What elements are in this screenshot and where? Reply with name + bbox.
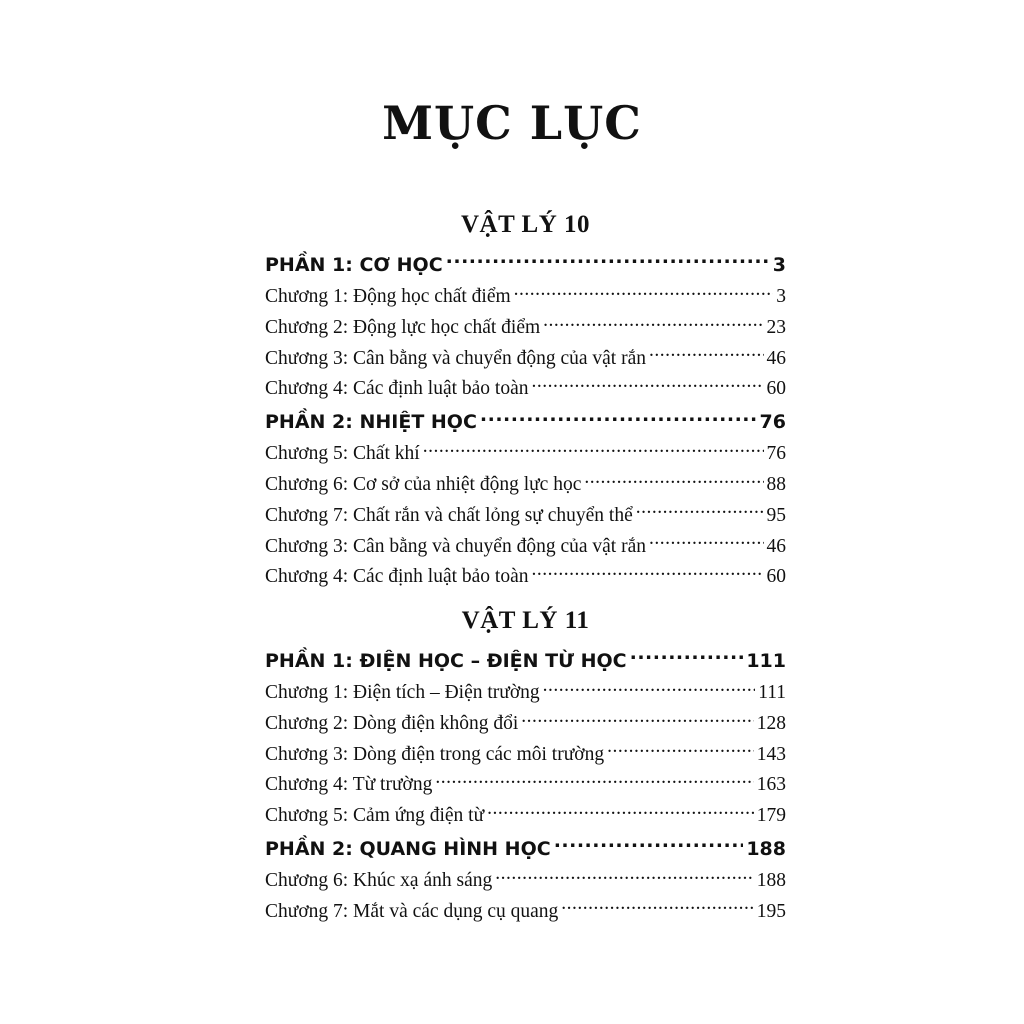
entry-page-number: 76	[759, 411, 786, 434]
entry-label: Chương 4: Các định luật bảo toàn	[265, 566, 529, 588]
entry-page-number: 76	[766, 443, 786, 465]
entry-page-number: 188	[746, 837, 786, 860]
toc-chapter-row	[265, 532, 786, 563]
toc-chapter-row	[265, 709, 786, 740]
toc-part-row	[265, 832, 786, 866]
toc-chapter-row	[265, 374, 786, 405]
dot-leader	[543, 313, 763, 333]
entry-label: Chương 4: Các định luật bảo toàn	[265, 378, 529, 400]
toc-part-row	[265, 248, 786, 282]
dot-leader	[561, 897, 753, 917]
dot-leader	[495, 866, 754, 886]
section-heading: VẬT LÝ 10	[460, 211, 591, 238]
entry-page-number: 60	[766, 378, 786, 400]
entry-page-number: 23	[766, 316, 786, 338]
entry-page-number: 46	[766, 347, 786, 369]
entry-label: Chương 6: Cơ sở của nhiệt động lực học	[265, 473, 582, 495]
page-title: MỤC LỤC	[382, 96, 642, 150]
toc-chapter-row	[265, 562, 786, 593]
entry-page-number: 128	[756, 712, 786, 734]
entry-label: Chương 3: Cân bằng và chuyển động của vật rắn	[265, 347, 646, 369]
entry-label: Chương 7: Mắt và các dụng cụ quang	[265, 900, 559, 922]
entry-page-number: 88	[766, 473, 786, 495]
entry-label: Chương 5: Cảm ứng điện từ	[265, 805, 485, 827]
toc-entries	[265, 644, 786, 928]
entry-label: PHẦN 2: NHIỆT HỌC	[265, 411, 477, 434]
toc-chapter-row	[265, 770, 786, 801]
toc-chapter-row	[265, 313, 786, 344]
dot-leader	[649, 344, 764, 364]
dot-leader	[607, 740, 754, 760]
entry-label: Chương 7: Chất rắn và chất lỏng sự chuyển thể	[265, 504, 633, 526]
dot-leader	[521, 709, 753, 729]
entry-label: Chương 3: Dòng điện trong các môi trường	[265, 743, 605, 765]
toc-section-vat-ly-10	[265, 206, 786, 593]
entry-page-number: 46	[766, 535, 786, 557]
entry-label: PHẦN 1: ĐIỆN HỌC – ĐIỆN TỪ HỌC	[265, 650, 627, 672]
entry-label: PHẦN 1: CƠ HỌC	[265, 254, 443, 276]
entry-label: Chương 4: Từ trường	[265, 774, 433, 796]
entry-label: Chương 6: Khúc xạ ánh sáng	[265, 869, 493, 891]
dot-leader	[514, 283, 774, 303]
toc-chapter-row	[265, 801, 786, 832]
dot-leader	[630, 648, 744, 667]
dot-leader	[554, 836, 744, 855]
entry-page-number: 179	[756, 805, 786, 827]
toc-chapter-row	[265, 678, 786, 709]
entry-label: Chương 2: Động lực học chất điểm	[265, 316, 541, 338]
toc-entries	[265, 248, 786, 593]
dot-leader	[446, 252, 770, 271]
entry-page-number: 3	[772, 254, 786, 276]
entry-label: Chương 5: Chất khí	[265, 443, 420, 465]
entry-page-number: 163	[756, 774, 786, 796]
entry-page-number: 111	[758, 682, 786, 703]
toc-section-vat-ly-11	[265, 602, 786, 928]
dot-leader	[636, 501, 764, 521]
dot-leader	[423, 440, 764, 460]
toc-chapter-row	[265, 740, 786, 771]
dot-leader	[435, 771, 753, 791]
entry-label: Chương 1: Động học chất điểm	[265, 286, 511, 307]
dot-leader	[584, 470, 763, 490]
entry-label: Chương 2: Dòng điện không đổi	[265, 712, 519, 734]
toc-chapter-row	[265, 439, 786, 470]
section-heading: VẬT LÝ 11	[461, 607, 590, 634]
entry-label: Chương 1: Điện tích – Điện trường	[265, 682, 540, 703]
toc-chapter-row	[265, 866, 786, 897]
dot-leader	[532, 375, 764, 395]
entry-page-number: 60	[766, 566, 786, 588]
entry-page-number: 195	[756, 900, 786, 922]
dot-leader	[532, 563, 764, 583]
entry-page-number: 95	[766, 504, 786, 526]
entry-label: Chương 3: Cân bằng và chuyển động của vật rắn	[265, 535, 646, 557]
toc-chapter-row	[265, 501, 786, 532]
dot-leader	[487, 802, 754, 822]
toc-part-row	[265, 405, 786, 439]
dot-leader	[480, 409, 757, 428]
dot-leader	[543, 679, 756, 699]
entry-page-number: 3	[776, 286, 786, 307]
entry-page-number: 111	[746, 650, 786, 672]
entry-page-number: 143	[756, 743, 786, 765]
toc-chapter-row	[265, 897, 786, 928]
toc-chapter-row	[265, 470, 786, 501]
dot-leader	[649, 532, 764, 552]
entry-label: PHẦN 2: QUANG HÌNH HỌC	[265, 837, 551, 860]
toc-chapter-row	[265, 282, 786, 313]
entry-page-number: 188	[756, 869, 786, 891]
toc-part-row	[265, 644, 786, 678]
toc-chapter-row	[265, 344, 786, 375]
